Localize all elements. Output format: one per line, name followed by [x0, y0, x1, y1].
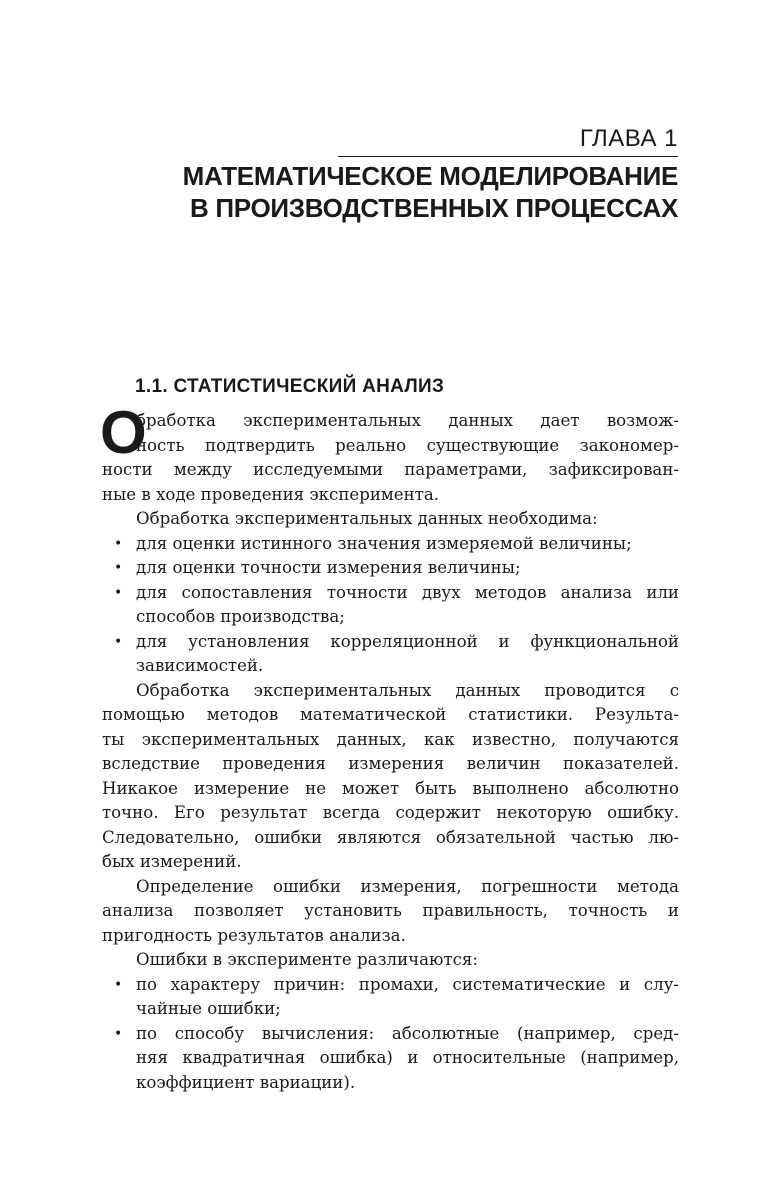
text-line: Следовательно, ошибки являются обязательной частью лю-: [102, 827, 679, 847]
list-item: [102, 1022, 679, 1096]
text-line: ные в ходе проведения эксперимента.: [102, 484, 440, 504]
bullet-icon: •: [114, 584, 123, 601]
text-line: ность подтвердить реально существующие закономер-: [136, 435, 679, 455]
text-line: помощью методов математической статистики. Результа-: [102, 705, 679, 724]
text-line: вследствие проведения измерения величин показателей.: [102, 754, 679, 773]
chapter-label: ГЛАВА 1: [579, 125, 678, 152]
text-line: по способу вычисления: абсолютные (например, сред-: [136, 1023, 679, 1043]
list-item: [102, 532, 679, 557]
list-item: [102, 630, 679, 679]
text-line: Обработка экспериментальных данных проводится с: [136, 680, 679, 700]
bullet-icon: •: [114, 976, 123, 993]
text-line: бых измерений.: [102, 852, 242, 871]
text-line: способов производства;: [136, 607, 345, 626]
bullet-icon: •: [114, 535, 123, 552]
drop-cap: О: [100, 399, 147, 466]
text-line: для сопоставления точности двух методов анализа или: [136, 582, 679, 602]
bullet-list: [102, 973, 679, 1096]
paragraph: [102, 679, 679, 875]
text-line: для оценки точности измерения величины;: [136, 558, 521, 577]
paragraph: [102, 875, 679, 949]
chapter-title: [78, 160, 678, 224]
text-line: Никакое измерение не может быть выполнено абсолютно: [102, 778, 679, 798]
text-line: анализа позволяет установить правильность, точность и: [102, 901, 679, 920]
paragraph-intro: [100, 399, 679, 507]
list-item: [102, 973, 679, 1022]
text-line: для установления корреляционной и функциональной: [136, 631, 679, 651]
text-line: ности между исследуемыми параметрами, зафиксирован-: [102, 460, 679, 479]
text-line: зависимостей.: [136, 656, 264, 675]
text-line: Обработка экспериментальных данных необходима:: [136, 509, 598, 528]
bullet-icon: •: [114, 1025, 123, 1042]
text-line: по характеру причин: промахи, систематические и слу-: [136, 974, 679, 994]
paragraph: [102, 507, 679, 532]
bullet-list: [102, 532, 679, 679]
body-text: [100, 399, 679, 1095]
text-line: бработка экспериментальных данных дает возмож-: [136, 411, 679, 430]
text-line: Определение ошибки измерения, погрешности метода: [136, 876, 679, 896]
chapter-rule: [338, 156, 678, 157]
text-line: коэффициент вариации).: [136, 1072, 356, 1092]
text-line: ты экспериментальных данных, как известно, получаются: [102, 729, 679, 749]
text-line: чайные ошибки;: [136, 999, 281, 1018]
chapter-title-line: МАТЕМАТИЧЕСКОЕ МОДЕЛИРОВАНИЕ: [182, 161, 678, 191]
text-line: пригодность результатов анализа.: [102, 925, 406, 945]
list-item: [102, 581, 679, 630]
bullet-icon: •: [114, 633, 123, 650]
list-item: [102, 556, 679, 581]
section-heading: 1.1. СТАТИСТИЧЕСКИЙ АНАЛИЗ: [135, 376, 445, 397]
text-line: точно. Его результат всегда содержит некоторую ошибку.: [102, 803, 679, 822]
text-line: няя квадратичная ошибка) и относительные (например,: [136, 1048, 679, 1067]
paragraph: [102, 948, 679, 973]
bullet-icon: •: [114, 560, 123, 576]
text-line: для оценки истинного значения измеряемой величины;: [136, 533, 632, 553]
chapter-title-line: В ПРОИЗВОДСТВЕННЫХ ПРОЦЕССАХ: [190, 193, 678, 223]
text-line: Ошибки в эксперименте различаются:: [136, 950, 478, 969]
